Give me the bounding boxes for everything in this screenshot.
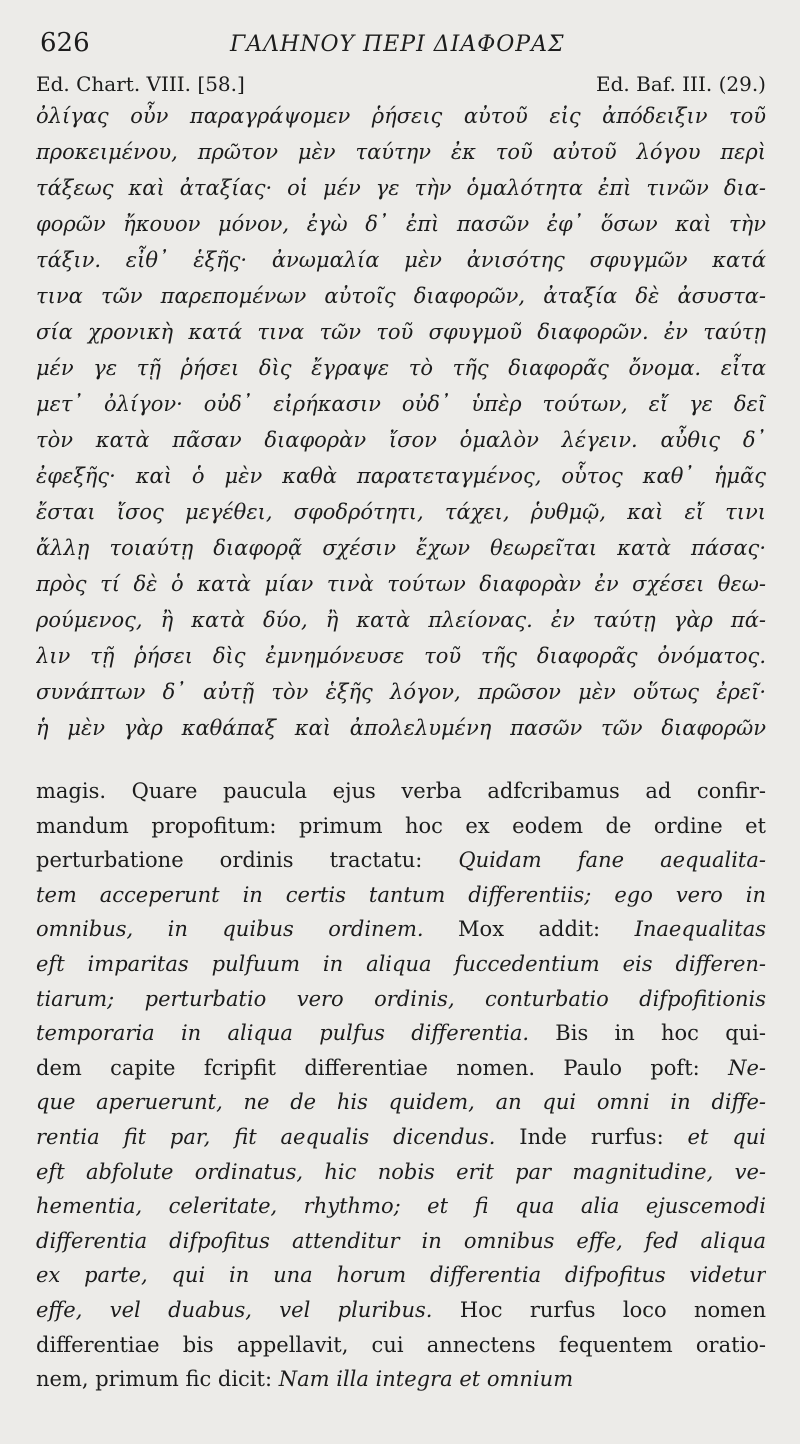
greek-text-line: προκειμένου, πρῶτον μὲν ταύτην ἐκ τοῦ αὐτοῦ λόγου περὶ <box>36 140 766 164</box>
edition-references <box>36 72 766 100</box>
latin-text-line <box>36 1189 766 1224</box>
latin-text-line <box>36 1362 766 1397</box>
latin-roman-segment: Inde rurfus: <box>495 1124 688 1149</box>
latin-italic-segment: eft abfolute ordinatus, hic nobis erit par magnitudine, ve- <box>36 1159 766 1184</box>
latin-italic-segment: effe, vel duabus, vel pluribus. <box>36 1297 433 1322</box>
greek-text-line: ἡ μὲν γὰρ καθάπαξ καὶ ἀπολελυμένη πασῶν τῶν διαφορῶν <box>36 716 766 740</box>
greek-text-line: σία χρονικὴ κατά τινα τῶν τοῦ σφυγμοῦ διαφορῶν. ἐν ταύτῃ <box>36 320 766 344</box>
latin-text-line <box>36 1224 766 1259</box>
latin-text-line <box>36 1085 766 1120</box>
latin-text-line <box>36 1258 766 1293</box>
greek-text-line: ἄλλῃ τοιαύτῃ διαφορᾷ σχέσιν ἔχων θεωρεῖται κατὰ πάσας· <box>36 536 766 560</box>
latin-text-line <box>36 912 766 947</box>
latin-italic-segment: eft imparitas pulfuum in aliqua fuccedentium eis differen- <box>36 951 766 976</box>
latin-roman-segment: dem capite fcripfit differentiae nomen. Paulo poft: <box>36 1055 729 1080</box>
latin-italic-segment: Quidam fane aequalita- <box>458 848 766 873</box>
greek-text-line: ἐφεξῆς· καὶ ὁ μὲν καθὰ παρατεταγμένος, οὗτος καθ᾽ ἡμᾶς <box>36 464 766 488</box>
latin-text-line <box>36 1328 766 1363</box>
latin-text-line <box>36 982 766 1017</box>
latin-italic-segment: ex parte, qui in una horum differentia difpofitus videtur <box>36 1263 766 1288</box>
latin-italic-segment: temporaria in aliqua pulfus differentia. <box>36 1021 530 1046</box>
greek-text-line: φορῶν ἤκουον μόνον, ἐγὼ δ᾽ ἐπὶ πασῶν ἐφ᾽ ὅσων καὶ τὴν <box>36 212 766 236</box>
latin-roman-segment: nem, primum fic dicit: <box>36 1367 279 1392</box>
latin-roman-segment: Bis in hoc qui- <box>529 1021 766 1046</box>
latin-text-line <box>36 1293 766 1328</box>
greek-text-line: πρὸς τί δὲ ὁ κατὰ μίαν τινὰ τούτων διαφορὰν ἐν σχέσει θεω- <box>36 572 766 596</box>
latin-text-block <box>36 774 766 1397</box>
latin-italic-segment: hementia, celeritate, rhythmo; et fi qua alia ejuscemodi <box>36 1194 766 1219</box>
latin-italic-segment: Nam illa integra et omnium <box>278 1367 574 1392</box>
latin-text-line <box>36 1051 766 1086</box>
edition-reference-basel: Ed. Baf. III. (29.) <box>596 72 766 96</box>
greek-text-line: τάξεως καὶ ἀταξίας· οἱ μέν γε τὴν ὁμαλότητα ἐπὶ τινῶν δια- <box>36 176 766 200</box>
latin-italic-segment: rentia fit par, fit aequalis dicendus. <box>36 1124 496 1149</box>
greek-text-block <box>36 98 766 746</box>
latin-text-line <box>36 774 766 809</box>
latin-italic-segment: et qui <box>687 1124 766 1149</box>
greek-text-line: τάξιν. εἶθ᾽ ἑξῆς· ἀνωμαλία μὲν ἀνισότης σφυγμῶν κατά <box>36 248 766 272</box>
greek-text-line: ἔσται ἴσος μεγέθει, σφοδρότητι, τάχει, ῥυθμῷ, καὶ εἴ τινι <box>36 500 766 524</box>
greek-text-line: τινα τῶν παρεπομένων αὐτοῖς διαφορῶν, ἀταξία δὲ ἀσυστα- <box>36 284 766 308</box>
latin-roman-segment: mandum propofitum: primum hoc ex eodem de ordine et <box>36 813 766 838</box>
greek-text-line: τὸν κατὰ πᾶσαν διαφορὰν ἴσον ὁμαλὸν λέγειν. αὖθις δ᾽ <box>36 428 766 452</box>
greek-text-line: ὀλίγας οὖν παραγράψομεν ῥήσεις αὐτοῦ εἰς ἀπόδειξιν τοῦ <box>36 104 766 128</box>
greek-text-line: συνάπτων δ᾽ αὐτῇ τὸν ἑξῆς λόγον, πρῶσον μὲν οὕτως ἐρεῖ· <box>36 680 766 704</box>
page-number: 626 <box>40 28 90 58</box>
greek-text-line: μετ᾽ ὀλίγον· οὐδ᾽ εἰρήκασιν οὐδ᾽ ὑπὲρ τούτων, εἴ γε δεῖ <box>36 392 766 416</box>
greek-text-line: λιν τῇ ῥήσει δὶς ἐμνημόνευσε τοῦ τῆς διαφορᾶς ὀνόματος. <box>36 644 766 668</box>
greek-text-line: ρούμενος, ἢ κατὰ δύο, ἢ κατὰ πλείονας. ἐν ταύτῃ γὰρ πά- <box>36 608 766 632</box>
running-title: ΓΑΛΗΝΟΥ ΠΕΡΙ ΔΙΑΦΟΡΑΣ <box>230 32 565 57</box>
latin-roman-segment: Hoc rurfus loco nomen <box>432 1297 766 1322</box>
latin-italic-segment: Inaequalitas <box>634 917 766 942</box>
latin-italic-segment: que aperuerunt, ne de his quidem, an qui omni in diffe- <box>36 1090 766 1115</box>
latin-text-line <box>36 809 766 844</box>
latin-text-line <box>36 1120 766 1155</box>
latin-italic-segment: omnibus, in quibus ordinem. <box>36 917 424 942</box>
latin-text-line <box>36 1155 766 1190</box>
latin-italic-segment: tiarum; perturbatio vero ordinis, conturbatio difpofitionis <box>36 986 766 1011</box>
latin-text-line <box>36 947 766 982</box>
page-header <box>40 28 770 68</box>
latin-roman-segment: differentiae bis appellavit, cui annectens fequentem oratio- <box>36 1332 766 1357</box>
latin-roman-segment: perturbatione ordinis tractatu: <box>36 848 459 873</box>
latin-italic-segment: tem acceperunt in certis tantum differentiis; ego vero in <box>36 882 766 907</box>
latin-roman-segment: magis. Quare paucula ejus verba adfcribamus ad confir- <box>36 779 766 803</box>
latin-roman-segment: Mox addit: <box>423 917 635 942</box>
latin-text-line <box>36 878 766 913</box>
edition-reference-chartier: Ed. Chart. VIII. [58.] <box>36 72 245 96</box>
greek-text-line: μέν γε τῇ ῥήσει δὶς ἔγραψε τὸ τῆς διαφορᾶς ὄνομα. εἶτα <box>36 356 766 380</box>
latin-italic-segment: differentia difpofitus attenditur in omnibus effe, fed aliqua <box>36 1228 766 1253</box>
latin-text-line <box>36 843 766 878</box>
latin-text-line <box>36 1016 766 1051</box>
latin-italic-segment: Ne- <box>728 1055 766 1080</box>
